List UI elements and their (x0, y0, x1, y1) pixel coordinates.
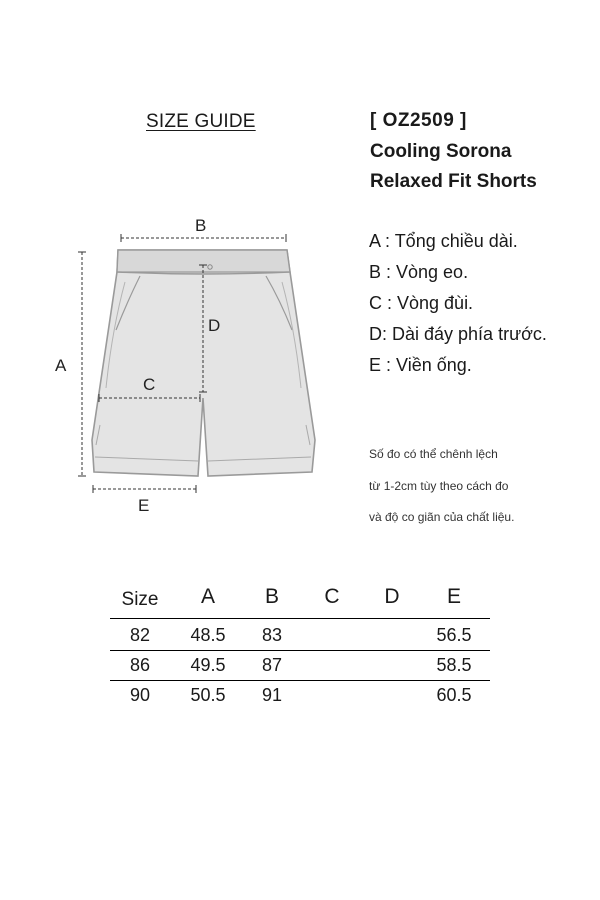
table-cell: 56.5 (436, 625, 472, 645)
table-cell: 50.5 (190, 685, 226, 705)
table-cell: 82 (129, 625, 151, 645)
table-rule (110, 650, 490, 651)
table-cell: 48.5 (190, 625, 226, 645)
table-cell: 91 (261, 685, 283, 705)
table-cell: 87 (261, 655, 283, 675)
header-d: D (384, 585, 400, 608)
table-cell: 86 (129, 655, 151, 675)
note-line-3: và độ co giãn của chất liệu. (369, 510, 515, 524)
legend-item-a: A : Tổng chiều dài. (369, 231, 518, 251)
table-cell: 83 (261, 625, 283, 645)
label-d: D (208, 316, 221, 335)
product-name-line2: Relaxed Fit Shorts (370, 171, 537, 192)
legend-item-e: E : Viền ống. (369, 355, 472, 375)
label-c: C (143, 375, 156, 394)
legend-item-c: C : Vòng đùi. (369, 293, 474, 313)
table-cell: 60.5 (436, 685, 472, 705)
table-rule (110, 680, 490, 681)
label-a: A (55, 356, 67, 375)
label-e: E (138, 496, 150, 515)
header-a: A (200, 585, 215, 608)
table-cell: 90 (129, 685, 151, 705)
table-rule (110, 618, 490, 619)
legend-item-b: B : Vòng eo. (369, 262, 469, 282)
header-e: E (446, 585, 461, 608)
table-cell: 58.5 (436, 655, 472, 675)
header-c: C (324, 585, 340, 608)
note-line-1: Số đo có thể chênh lệch (369, 447, 498, 461)
product-name-line1: Cooling Sorona (370, 141, 512, 162)
size-guide-title: SIZE GUIDE (146, 111, 256, 132)
legend-item-d: D: Dài đáy phía trước. (369, 324, 547, 344)
header-size: Size (121, 589, 159, 610)
label-b: B (195, 216, 207, 235)
product-code: [ OZ2509 ] (370, 110, 467, 131)
header-b: B (264, 585, 279, 608)
note-line-2: từ 1-2cm tùy theo cách đo (369, 479, 509, 493)
table-cell: 49.5 (190, 655, 226, 675)
